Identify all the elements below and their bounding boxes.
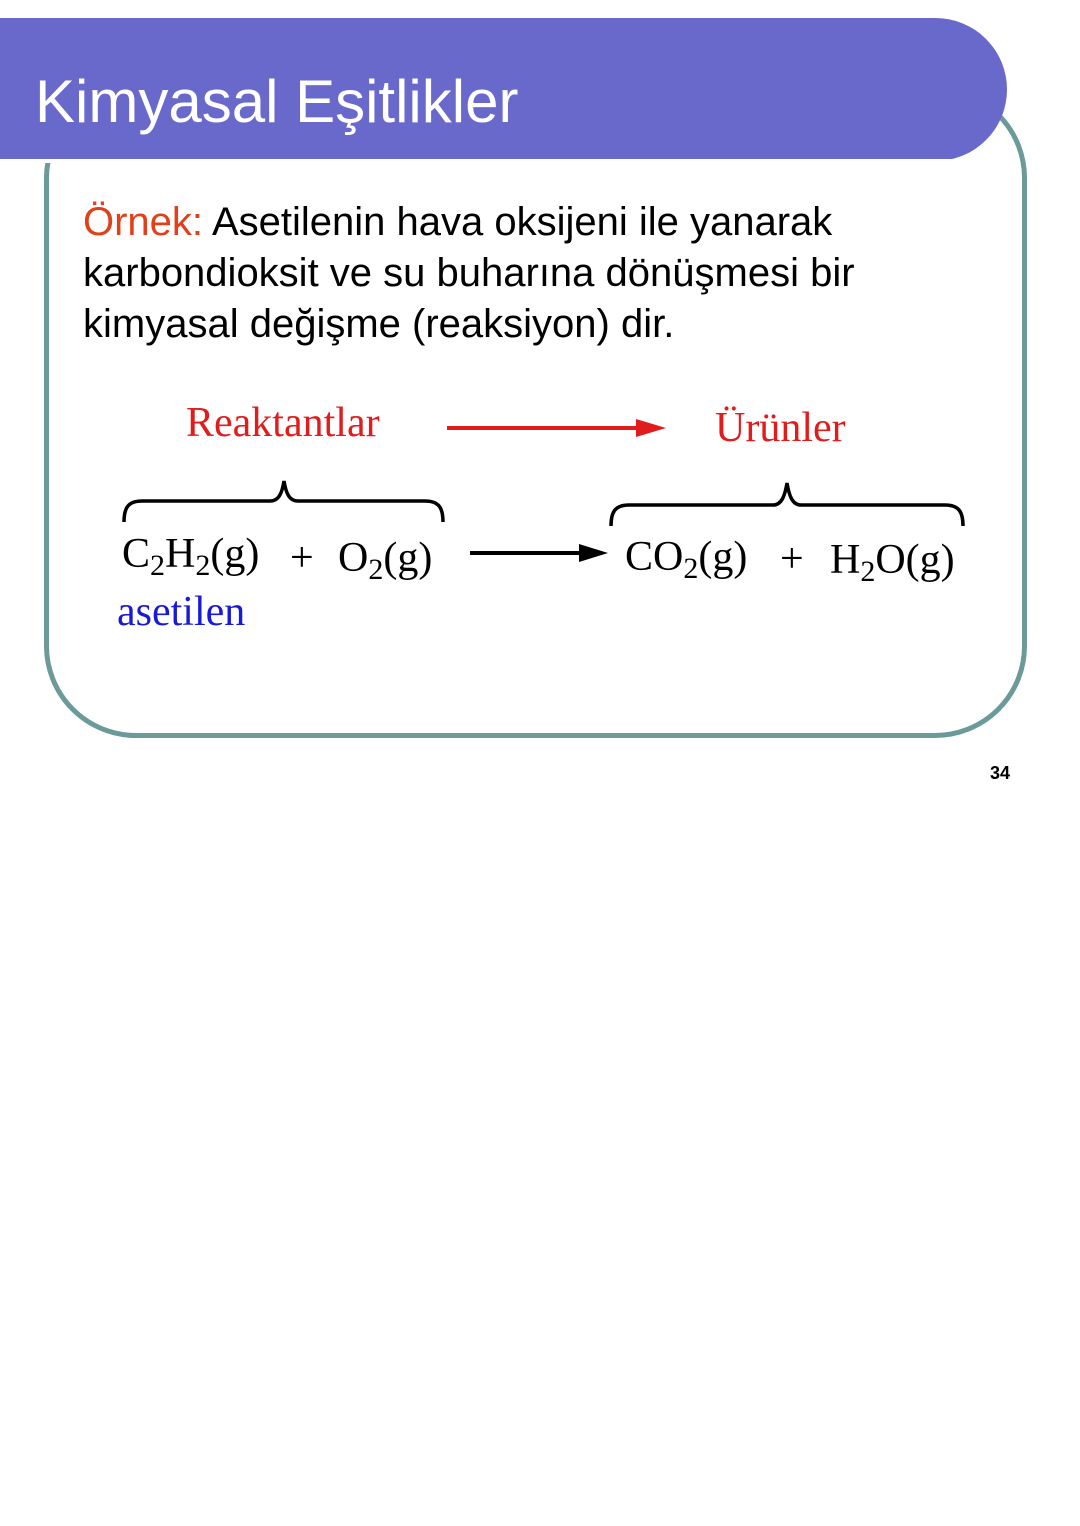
body-line-1-text: Asetilenin hava oksijeni ile yanarak: [211, 200, 833, 244]
reactant-acetylene: $C_2H_2(g)$: [122, 531, 260, 582]
page-number: 34: [990, 763, 1011, 783]
body-line-3: kimyasal değişme (reaksiyon) dir.: [83, 302, 675, 346]
plus-sign-2: +: [780, 536, 804, 582]
reactant-oxygen: $O_2(g)$: [338, 535, 433, 586]
reaction-arrow-icon: [470, 544, 608, 562]
slide-title: Kimyasal Eşitlikler: [35, 68, 519, 135]
products-label: Ürünler: [715, 405, 846, 451]
products-brace: [611, 483, 963, 526]
reactants-brace: [124, 481, 443, 522]
acetylene-name: asetilen: [117, 589, 246, 635]
example-label: Örnek:: [83, 200, 204, 244]
reactants-label: Reaktantlar: [186, 400, 380, 446]
body-line-2: karbondioksit ve su buharına dönüşmesi bir: [83, 251, 855, 295]
top-arrow-icon: [447, 419, 666, 437]
product-co2: $CO_2(g)$: [625, 534, 748, 585]
plus-sign-1: +: [290, 535, 314, 581]
product-water: $H_2O(g)$: [830, 537, 955, 588]
